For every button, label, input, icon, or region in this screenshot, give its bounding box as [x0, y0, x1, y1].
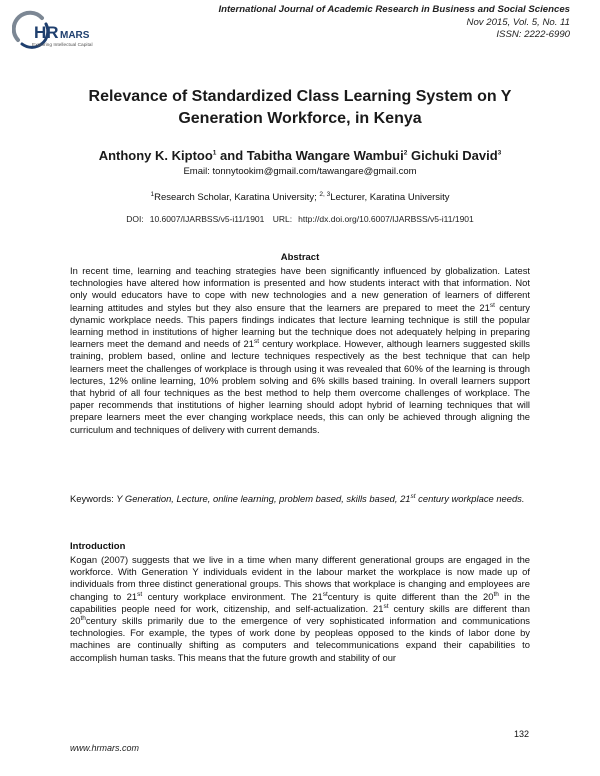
keywords-part-2: century workplace needs.	[415, 493, 525, 504]
intro-superscript-2: st	[322, 590, 328, 598]
doi-label: DOI:	[126, 214, 144, 224]
hrmars-logo-icon	[12, 10, 152, 50]
abstract-part-2: century dynamic workplace needs. This papers findings indicates that lecture learning technique is still the popular learning method in institutions of higher learning but the technique does not adequately helping in preparing learners meet the demand and needs of 21	[70, 301, 530, 350]
keywords	[70, 493, 530, 505]
author-1: Anthony K. Kiptoo	[98, 148, 213, 163]
introduction-heading: Introduction	[70, 541, 126, 552]
author-3: Gichuki David	[407, 148, 498, 163]
logo-tagline: Exploring Intellectual Capital	[32, 43, 93, 48]
intro-superscript-1: st	[137, 590, 143, 598]
affiliation-1-mark: 1	[150, 190, 155, 198]
logo-hr-text: HR	[34, 23, 59, 42]
keywords-label: Keywords:	[70, 493, 114, 504]
intro-part-5: century skills are different than 20	[70, 602, 530, 627]
abstract-text	[70, 265, 530, 436]
intro-superscript-4: st	[383, 602, 389, 610]
intro-part-3: century is quite different than the 20	[327, 590, 494, 602]
keywords-part-1: Y Generation, Lecture, online learning, problem based, skills based, 21	[113, 493, 411, 504]
author-2-affiliation-mark: 2	[403, 149, 408, 157]
journal-issn: ISSN: 2222-6990	[496, 29, 570, 40]
logo-mars-text: MARS	[60, 30, 90, 41]
url-label: URL:	[272, 214, 293, 224]
page-number: 132	[513, 729, 529, 739]
journal-logo	[12, 10, 152, 50]
author-2: Tabitha Wangare Wambui	[246, 148, 404, 163]
abstract-superscript-1: st	[489, 301, 495, 309]
keywords-list	[114, 493, 525, 504]
intro-superscript-3: th	[493, 590, 499, 598]
affiliations	[40, 192, 560, 203]
abstract-superscript-2: st	[253, 338, 260, 346]
journal-header	[218, 4, 570, 42]
journal-issue: Nov 2015, Vol. 5, No. 11	[466, 16, 570, 28]
doi-url-link[interactable]: http://dx.doi.org/10.6007/IJARBSS/v5-i11/1901	[298, 214, 474, 224]
intro-part-2: century workplace environment. The 21	[142, 590, 323, 602]
intro-part-1: Kogan (2007) suggests that we live in a time when many different generational groups are engaged in the workforce. With Generation Y individuals evident in the labour market the workplace is now made up of individuals from three distinct generational groups. This shows that workplace is changing and employees are changing to 21	[70, 554, 530, 602]
doi-value[interactable]: 10.6007/IJARBSS/v5-i11/1901	[149, 214, 265, 224]
paper-title-line-2: Generation Workforce, in Kenya	[178, 110, 422, 127]
affiliation-2-mark: 2, 3	[319, 190, 331, 198]
author-1-affiliation-mark: 1	[212, 149, 217, 157]
doi-line	[40, 214, 560, 224]
author-list	[40, 148, 560, 163]
introduction-text	[70, 554, 530, 664]
abstract-heading: Abstract	[280, 252, 320, 263]
keywords-superscript: st	[410, 492, 416, 500]
abstract-part-3: century workplace. However, although learners suggested skills training, problem based, online and lecture techniques respectively as the best technique that can help learners meet the challenges of workplace is through using it was revealed that 60% of the learning is through lectures, 12% online learning, 10% problem solving and 6% skills based training. In overall learners support that hybrid of all four techniques as the best method to help them overcome challenges of workplace. The paper recommends that institutions of higher learning should adopt hybrid of learning techniques that will prepare learners meet the ever changing workplace needs, this can only be achieved through aligning the curriculum and techniques of delivery with current demands.	[70, 338, 530, 435]
paper-title	[60, 86, 540, 130]
intro-part-4: in the capabilities people need for work, citizenship, and self-actualization. 21	[70, 590, 531, 614]
footer-url[interactable]: www.hrmars.com	[70, 743, 140, 753]
intro-part-6: century skills primarily due to the emergence of very sophisticated information and communications technologies. For example, the types of work done by peopleas opposed to the kinds of labor done by machines are continually shifting as computers and telecommunications expand their capabilities to accomplish human tasks. This means that the future growth and stability of our	[70, 615, 530, 663]
affiliation-2: Lecturer, Karatina University	[330, 192, 450, 203]
affiliation-1: Research Scholar, Karatina University;	[154, 192, 320, 203]
intro-superscript-5: th	[80, 614, 86, 622]
journal-name: International Journal of Academic Research in Business and Social Sciences	[218, 4, 570, 15]
author-3-affiliation-mark: 3	[497, 149, 502, 157]
abstract-part-1: In recent time, learning and teaching strategies have been significantly influenced by globalization. Latest technologies have altered how information is presented and how students interact with that information. Not only would educators have to cope with new technologies and a new generation of learners of different learning attitudes and styles but they also ensure that the learners are prepared to meet the 21	[70, 265, 530, 313]
author-email: Email: tonnytookim@gmail.com/tawangare@gmail.com	[183, 166, 417, 177]
paper-title-line-1: Relevance of Standardized Class Learning System on Y	[88, 88, 512, 105]
author-connector: and	[216, 148, 247, 163]
